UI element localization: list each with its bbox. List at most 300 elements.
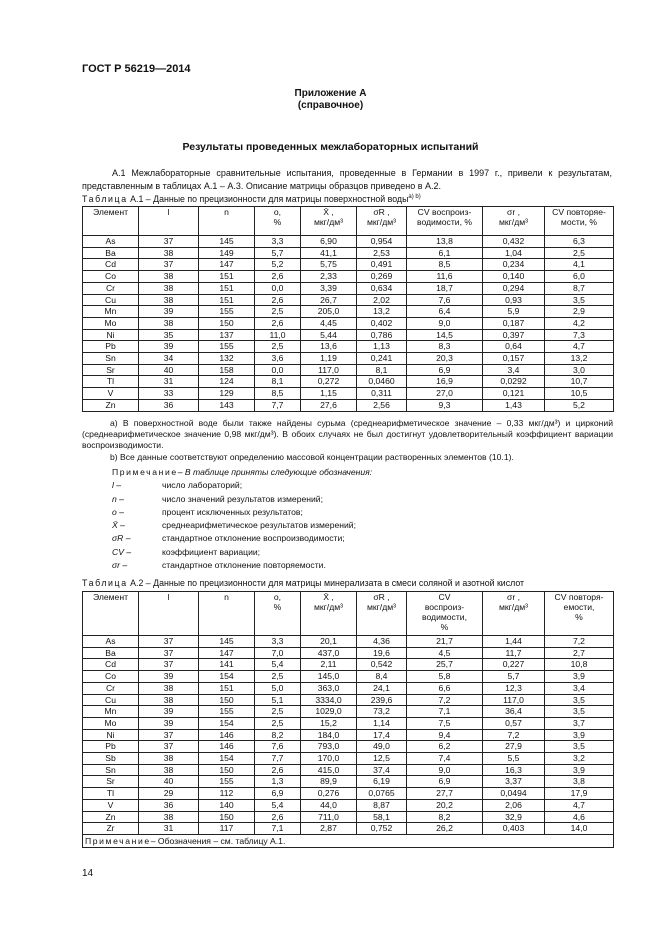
table-cell: 3,4	[483, 364, 545, 376]
table-cell: 6,90	[301, 236, 357, 248]
table-cell: 2,5	[545, 247, 614, 259]
table-cell: 3,5	[545, 694, 614, 706]
appendix-subtitle: (справочное)	[297, 100, 364, 111]
appendix-heading	[0, 88, 661, 112]
table-row	[83, 764, 614, 776]
table-cell: 5,75	[301, 259, 357, 271]
table-cell: 9,0	[407, 317, 483, 329]
table-cell: 1029,0	[301, 706, 357, 718]
table-cell: 14,5	[407, 329, 483, 341]
table-cell: Tl	[83, 788, 139, 800]
table-cell: Pb	[83, 341, 139, 353]
table-row	[83, 294, 614, 306]
footnote-a-text: а) В поверхностной воде были также найдены сурьма (среднеарифметическое значение – 0,33 мкг/дм³) и цирконий (среднеарифметическое значение 0,98 мкг/дм³). В обоих случаях не был достигнут удовлетворительный коэффициент вариации воспроизводимости.	[82, 418, 613, 450]
table-cell: 20,3	[407, 353, 483, 365]
table-cell: 150	[199, 811, 255, 823]
table-cell: 7,6	[407, 294, 483, 306]
document-header: ГОСТ Р 56219—2014	[82, 63, 191, 75]
table-cell: 2,5	[255, 341, 301, 353]
table-cell: 5,7	[255, 247, 301, 259]
table2-note-label: Примечание	[85, 835, 151, 846]
table-row	[83, 388, 614, 400]
table-cell: 146	[199, 729, 255, 741]
table-cell: 11,6	[407, 271, 483, 283]
table-cell: 6,3	[545, 236, 614, 248]
table2-header-6: CV воспроиз- водимости, %	[407, 592, 483, 636]
table-row	[83, 399, 614, 411]
table-cell: 3,9	[545, 729, 614, 741]
table-cell: Cd	[83, 659, 139, 671]
table-row	[83, 341, 614, 353]
table-cell: 6,6	[407, 682, 483, 694]
table-cell: 8,7	[545, 282, 614, 294]
table-cell: 0,269	[357, 271, 407, 283]
table2-caption-text: А.2 – Данные по прецизионности для матрицы минерализата в смеси соляной и азотной кислот	[130, 578, 525, 588]
table-cell: 3,5	[545, 706, 614, 718]
note-label: Примечание	[112, 467, 178, 477]
table-cell: 36,4	[483, 706, 545, 718]
table-cell: 58,1	[357, 811, 407, 823]
table-cell: 0,140	[483, 271, 545, 283]
table-cell: 0,234	[483, 259, 545, 271]
table-cell: 2,6	[255, 317, 301, 329]
table2-caption	[82, 578, 524, 588]
table-cell: 2,5	[255, 306, 301, 318]
table-cell: 3,5	[545, 294, 614, 306]
footnote-a	[82, 418, 613, 451]
table-cell: 1,04	[483, 247, 545, 259]
table-cell: 0,227	[483, 659, 545, 671]
note-item-symbol: n –	[112, 493, 124, 504]
table-cell: 3334,0	[301, 694, 357, 706]
table1-note	[112, 466, 372, 572]
table-cell: 27,9	[483, 741, 545, 753]
table-note-row	[83, 834, 614, 847]
table-cell: 5,4	[255, 659, 301, 671]
table-cell: 11,0	[255, 329, 301, 341]
note-item-symbol: σr –	[112, 560, 128, 571]
table-cell: 14,0	[545, 823, 614, 835]
table-cell: 0,64	[483, 341, 545, 353]
section-title: Результаты проведенных межлабораторных испытаний	[182, 141, 479, 153]
table1-header-1: l	[139, 207, 199, 236]
table-cell: 141	[199, 659, 255, 671]
table-cell: 5,2	[545, 399, 614, 411]
table-cell: 150	[199, 694, 255, 706]
table1-caption	[82, 194, 421, 204]
table-cell: 5,4	[255, 799, 301, 811]
table-cell: 3,4	[545, 682, 614, 694]
note-item-symbol: X̄ –	[112, 520, 125, 531]
table-cell: 5,1	[255, 694, 301, 706]
table-row	[83, 247, 614, 259]
table-cell: 37	[139, 659, 199, 671]
table-row	[83, 353, 614, 365]
table-cell: Cd	[83, 259, 139, 271]
table-cell: 39	[139, 341, 199, 353]
table-cell: 143	[199, 399, 255, 411]
table-cell: 26,2	[407, 823, 483, 835]
table1-header-2: n	[199, 207, 255, 236]
table-cell: 0,491	[357, 259, 407, 271]
table-cell: 2,02	[357, 294, 407, 306]
table-cell: 2,33	[301, 271, 357, 283]
table-cell: 151	[199, 682, 255, 694]
table-cell: 6,2	[407, 741, 483, 753]
table-cell: 2,6	[255, 294, 301, 306]
table-cell: Cu	[83, 294, 139, 306]
table2-header-0: Элемент	[83, 592, 139, 636]
table2-note-text: – Обозначения – см. таблицу А.1.	[150, 835, 286, 846]
table-cell: 38	[139, 811, 199, 823]
table-cell: 2,6	[255, 764, 301, 776]
table-cell: 13,8	[407, 236, 483, 248]
table-cell: 793,0	[301, 741, 357, 753]
note-item	[112, 479, 372, 492]
table-cell: 0,954	[357, 236, 407, 248]
note-item-description: стандартное отклонение воспроизводимости;	[162, 533, 345, 544]
table-cell: 3,3	[255, 236, 301, 248]
table1-header-5: σR , мкг/дм³	[357, 207, 407, 236]
table-cell: 7,0	[255, 647, 301, 659]
table-cell: 147	[199, 647, 255, 659]
table-cell: 8,87	[357, 799, 407, 811]
table-cell: 15,2	[301, 717, 357, 729]
table-cell: 5,5	[483, 753, 545, 765]
table-cell: 7,2	[483, 729, 545, 741]
table-cell: 4,7	[545, 341, 614, 353]
table-cell: 363,0	[301, 682, 357, 694]
table-cell: 129	[199, 388, 255, 400]
table-cell: 5,44	[301, 329, 357, 341]
table1-header-3: о, %	[255, 207, 301, 236]
note-item-description: коэффициент вариации;	[162, 546, 261, 557]
table-cell: 7,3	[545, 329, 614, 341]
table-cell: Mn	[83, 306, 139, 318]
table-cell: 7,1	[407, 706, 483, 718]
table-cell: 4,1	[545, 259, 614, 271]
table-cell: 151	[199, 294, 255, 306]
table-cell: 147	[199, 259, 255, 271]
table-cell: 39	[139, 717, 199, 729]
table-cell: 36	[139, 399, 199, 411]
table-cell: 89,9	[301, 776, 357, 788]
table-cell: 32,9	[483, 811, 545, 823]
table-cell: 2,9	[545, 306, 614, 318]
table-cell: 7,4	[407, 753, 483, 765]
table-cell: 20,1	[301, 636, 357, 648]
table-row	[83, 376, 614, 388]
table-cell: 0,0765	[357, 788, 407, 800]
table-cell: Co	[83, 671, 139, 683]
table2-header-1: l	[139, 592, 199, 636]
table2-header-4: X̄ , мкг/дм³	[301, 592, 357, 636]
table-cell: 9,3	[407, 399, 483, 411]
table-cell: 0,786	[357, 329, 407, 341]
table-cell: 3,9	[545, 764, 614, 776]
table-row	[83, 317, 614, 329]
table-cell: 37	[139, 729, 199, 741]
appendix-title: Приложение А	[294, 88, 367, 99]
table1-caption-prefix: Таблица	[82, 194, 128, 204]
table-cell: 0,542	[357, 659, 407, 671]
table-row	[83, 717, 614, 729]
table-row	[83, 706, 614, 718]
table-cell: 21,7	[407, 636, 483, 648]
table1-header-8: CV повторяе- мости, %	[545, 207, 614, 236]
table-cell: 40	[139, 776, 199, 788]
note-text: – В таблице приняты следующие обозначения:	[177, 467, 373, 477]
table-cell: 37,4	[357, 764, 407, 776]
table1-header-0: Элемент	[83, 207, 139, 236]
table-cell: 0,157	[483, 353, 545, 365]
table-cell: 0,0460	[357, 376, 407, 388]
table1-caption-sup: а) b)	[408, 194, 421, 201]
table-cell: 2,5	[255, 706, 301, 718]
table-cell: 8,4	[357, 671, 407, 683]
table-cell: 37	[139, 636, 199, 648]
table-cell: 40	[139, 364, 199, 376]
table-cell: Zr	[83, 823, 139, 835]
table-cell: 7,6	[255, 741, 301, 753]
table-cell: As	[83, 636, 139, 648]
table-cell: 2,87	[301, 823, 357, 835]
table-cell: 2,11	[301, 659, 357, 671]
note-item	[112, 532, 372, 545]
table-cell: 0,0	[255, 282, 301, 294]
table-cell: 711,0	[301, 811, 357, 823]
table-cell: 3,2	[545, 753, 614, 765]
note-item-description: число лабораторий;	[162, 480, 243, 491]
table-cell: 124	[199, 376, 255, 388]
table-row	[83, 306, 614, 318]
table-cell: 11,7	[483, 647, 545, 659]
table2-header-5: σR , мкг/дм³	[357, 592, 407, 636]
table-cell: 154	[199, 717, 255, 729]
table-row	[83, 741, 614, 753]
table-cell: Ni	[83, 329, 139, 341]
table-row	[83, 647, 614, 659]
table2	[82, 591, 614, 848]
table-cell: 38	[139, 282, 199, 294]
table-cell: 3,8	[545, 776, 614, 788]
table-cell: 38	[139, 694, 199, 706]
table-cell: 6,0	[545, 271, 614, 283]
table-cell: Sb	[83, 753, 139, 765]
table-cell: 36	[139, 799, 199, 811]
table-cell: 5,2	[255, 259, 301, 271]
table-cell: 7,7	[255, 753, 301, 765]
table-cell: 6,19	[357, 776, 407, 788]
table-cell: Sr	[83, 364, 139, 376]
table-cell: 170,0	[301, 753, 357, 765]
note-item-description: стандартное отклонение повторяемости.	[162, 560, 326, 571]
table-cell: V	[83, 799, 139, 811]
table-cell: 10,8	[545, 659, 614, 671]
note-item-symbol: CV –	[112, 546, 132, 557]
table-cell: 2,5	[255, 717, 301, 729]
table-cell: 17,9	[545, 788, 614, 800]
table-cell: 2,56	[357, 399, 407, 411]
table-cell: 38	[139, 682, 199, 694]
table-row	[83, 329, 614, 341]
table-cell: V	[83, 388, 139, 400]
table-cell: 3,0	[545, 364, 614, 376]
table-cell: 0,402	[357, 317, 407, 329]
table-cell: Zn	[83, 811, 139, 823]
note-items	[112, 479, 372, 572]
table-cell: 0,752	[357, 823, 407, 835]
table-cell: 1,19	[301, 353, 357, 365]
table-cell: 20,2	[407, 799, 483, 811]
table-cell: 145	[199, 636, 255, 648]
table-cell: 27,0	[407, 388, 483, 400]
table1-header-6: CV воспроиз- водимости, %	[407, 207, 483, 236]
table-cell: 145	[199, 236, 255, 248]
table-cell: 29	[139, 788, 199, 800]
table-cell: 12,5	[357, 753, 407, 765]
table-cell: 27,7	[407, 788, 483, 800]
table-cell: 39	[139, 671, 199, 683]
table-cell: 155	[199, 776, 255, 788]
table-cell: Mo	[83, 317, 139, 329]
table-cell: 145,0	[301, 671, 357, 683]
table-cell: 146	[199, 741, 255, 753]
table-cell: 33	[139, 388, 199, 400]
table-cell: 5,0	[255, 682, 301, 694]
table-cell: 73,2	[357, 706, 407, 718]
table-cell: 1,43	[483, 399, 545, 411]
table-cell: 149	[199, 247, 255, 259]
table-cell: 25,7	[407, 659, 483, 671]
table-row	[83, 799, 614, 811]
table-cell: 155	[199, 306, 255, 318]
table-cell: 4,6	[545, 811, 614, 823]
table-cell: 5,7	[483, 671, 545, 683]
table-cell: As	[83, 236, 139, 248]
table1	[82, 206, 614, 412]
table-cell: 205,0	[301, 306, 357, 318]
table2-header-7: σr , мкг/дм³	[483, 592, 545, 636]
table-cell: 184,0	[301, 729, 357, 741]
note-item-description: число значений результатов измерений;	[162, 493, 323, 504]
note-item-description: среднеарифметическое результатов измерений;	[162, 520, 356, 531]
table-cell: 26,7	[301, 294, 357, 306]
table-cell: 2,7	[545, 647, 614, 659]
table-cell: 38	[139, 753, 199, 765]
table-cell: 0,311	[357, 388, 407, 400]
table-cell: 3,6	[255, 353, 301, 365]
table-cell: 6,9	[255, 788, 301, 800]
table-cell: 0,187	[483, 317, 545, 329]
table-cell: 4,45	[301, 317, 357, 329]
table-row	[83, 671, 614, 683]
table-cell: 5,9	[483, 306, 545, 318]
table-row	[83, 659, 614, 671]
table-cell: 154	[199, 671, 255, 683]
note-item	[112, 559, 372, 572]
table-cell: 9,0	[407, 764, 483, 776]
table-cell: Sn	[83, 764, 139, 776]
table-cell: 10,7	[545, 376, 614, 388]
table-cell: 4,36	[357, 636, 407, 648]
table-cell: 4,7	[545, 799, 614, 811]
table-row	[83, 364, 614, 376]
table-cell: 0,403	[483, 823, 545, 835]
table-cell: 437,0	[301, 647, 357, 659]
table-cell: Cr	[83, 682, 139, 694]
note-item	[112, 546, 372, 559]
table-cell: 1,44	[483, 636, 545, 648]
table-row	[83, 788, 614, 800]
table-cell: Ba	[83, 647, 139, 659]
table1-header-4: X̄ , мкг/дм³	[301, 207, 357, 236]
table-cell: Ni	[83, 729, 139, 741]
table-cell: 31	[139, 376, 199, 388]
table-cell: 39	[139, 706, 199, 718]
table-cell: 0,0494	[483, 788, 545, 800]
table-cell: 0,241	[357, 353, 407, 365]
table-cell: 3,39	[301, 282, 357, 294]
table-cell: 19,6	[357, 647, 407, 659]
table-cell: 37	[139, 236, 199, 248]
table-cell: 8,2	[407, 811, 483, 823]
table1-header-7: σr , мкг/дм³	[483, 207, 545, 236]
table-cell: Mn	[83, 706, 139, 718]
table-cell: 49,0	[357, 741, 407, 753]
table-cell: 7,7	[255, 399, 301, 411]
table-cell: 3,3	[255, 636, 301, 648]
table-cell: 0,432	[483, 236, 545, 248]
table-cell: 24,1	[357, 682, 407, 694]
table-cell: Sr	[83, 776, 139, 788]
table-cell: 38	[139, 317, 199, 329]
table-cell: 7,5	[407, 717, 483, 729]
table-cell: 132	[199, 353, 255, 365]
table-cell: 8,1	[357, 364, 407, 376]
table-cell: 117,0	[483, 694, 545, 706]
table-cell: 1,15	[301, 388, 357, 400]
table-cell: 34	[139, 353, 199, 365]
table-cell: 37	[139, 647, 199, 659]
table-cell: 3,9	[545, 671, 614, 683]
table-cell: 0,634	[357, 282, 407, 294]
table-cell: Ba	[83, 247, 139, 259]
table-cell: 10,5	[545, 388, 614, 400]
table-cell: 13,2	[357, 306, 407, 318]
table-cell: Tl	[83, 376, 139, 388]
note-item-description: процент исключенных результатов;	[162, 506, 303, 517]
table-cell: 6,9	[407, 776, 483, 788]
table-cell: 415,0	[301, 764, 357, 776]
table-cell: 117,0	[301, 364, 357, 376]
table-cell: Pb	[83, 741, 139, 753]
table-cell: 239,6	[357, 694, 407, 706]
footnote-b	[82, 452, 613, 463]
table-cell: 27,6	[301, 399, 357, 411]
table-cell: 3,37	[483, 776, 545, 788]
table-cell: 4,2	[545, 317, 614, 329]
table-cell: 0,397	[483, 329, 545, 341]
table-cell: 154	[199, 753, 255, 765]
table-row	[83, 753, 614, 765]
table-row	[83, 729, 614, 741]
table-cell: 38	[139, 271, 199, 283]
table-cell: 1,14	[357, 717, 407, 729]
table-cell: 8,1	[255, 376, 301, 388]
table-cell: 0,121	[483, 388, 545, 400]
table-cell: 37	[139, 741, 199, 753]
